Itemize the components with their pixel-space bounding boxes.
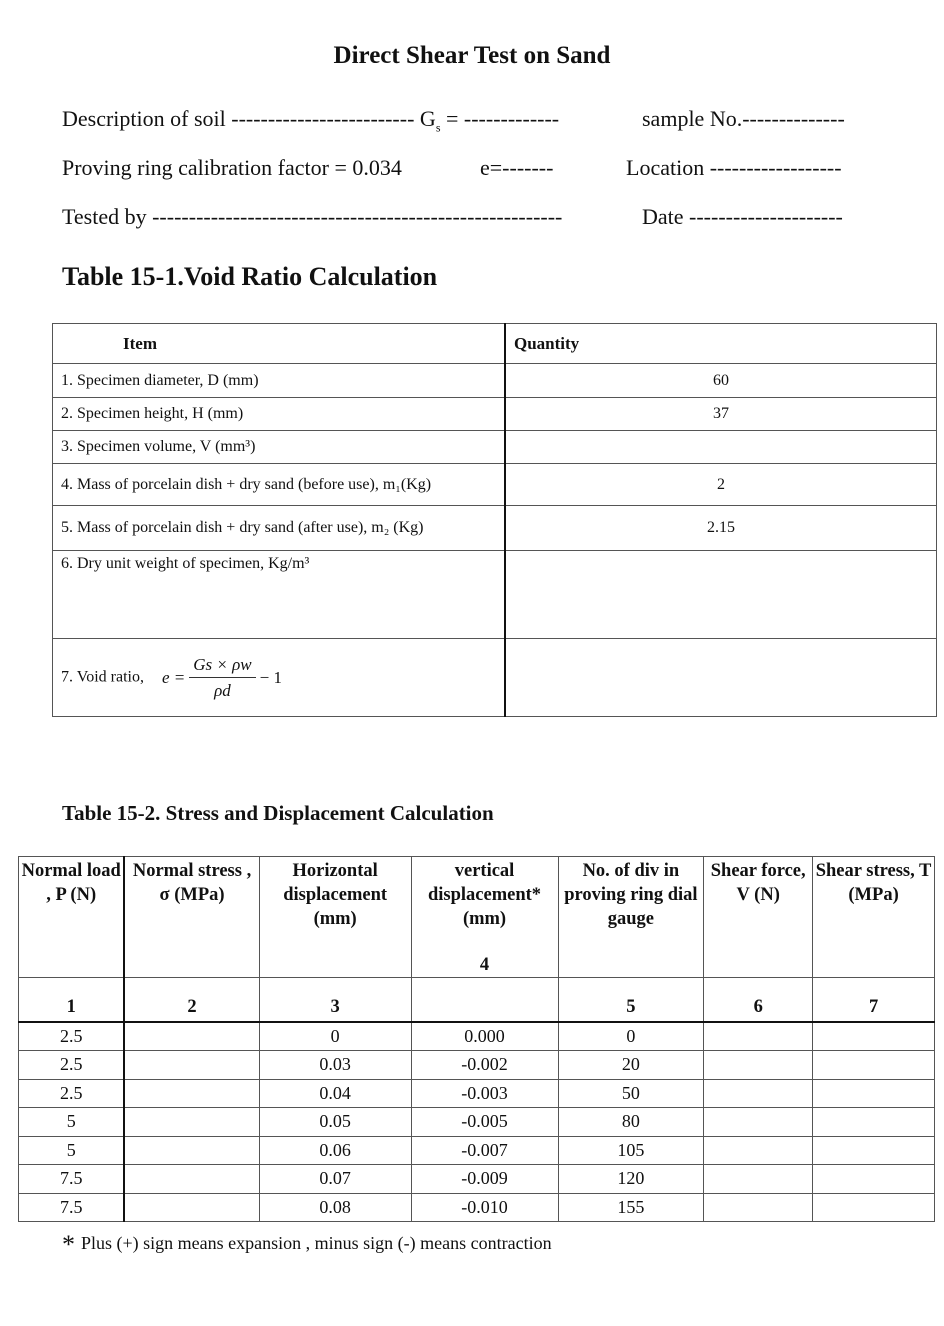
shear-force-cell: [704, 1079, 813, 1108]
dial-gauge-cell: 105: [558, 1136, 704, 1165]
table-row: [53, 464, 937, 506]
shear-force-cell: [704, 1136, 813, 1165]
horizontal-displacement-cell: 0.08: [259, 1193, 411, 1222]
column-number: 7: [813, 978, 935, 1022]
formula-lhs: e =: [161, 667, 186, 687]
horizontal-displacement-cell: 0.07: [259, 1165, 411, 1194]
horizontal-displacement-cell: 0.06: [259, 1136, 411, 1165]
table-row: [53, 364, 937, 398]
shear-stress-cell: [813, 1136, 935, 1165]
column-number: 4: [479, 955, 490, 975]
vertical-displacement-cell: -0.003: [411, 1079, 558, 1108]
normal-load-cell: 7.5: [19, 1193, 125, 1222]
normal-stress-cell: [124, 1022, 259, 1051]
table1-heading: Table 15-1.Void Ratio Calculation: [62, 262, 438, 291]
table-row: [53, 551, 937, 639]
footnote-text: Plus (+) sign means expansion , minus sign (-) means contraction: [81, 1233, 552, 1253]
proving-ring-factor: Proving ring calibration factor = 0.034: [62, 155, 402, 180]
item-label: 7. Void ratio,: [61, 668, 144, 686]
tested-by-field: Tested by --------------------------------------------------------: [62, 204, 563, 229]
shear-stress-cell: [813, 1022, 935, 1051]
stress-displacement-table: [18, 856, 935, 1222]
shear-force-header: Shear force, V (N): [704, 857, 813, 978]
date-field: Date ---------------------: [642, 204, 843, 229]
column-number: 6: [704, 978, 813, 1022]
normal-stress-cell: [124, 1193, 259, 1222]
horizontal-displacement-header: Horizontal displacement (mm): [259, 857, 411, 978]
table-row: [53, 398, 937, 431]
normal-load-cell: 2.5: [19, 1022, 125, 1051]
dial-gauge-cell: 80: [558, 1108, 704, 1137]
table2-body: [19, 1022, 935, 1222]
quantity-cell: 37: [505, 398, 937, 431]
normal-load-cell: 2.5: [19, 1051, 125, 1080]
normal-stress-cell: [124, 1079, 259, 1108]
normal-load-cell: 5: [19, 1136, 125, 1165]
normal-stress-cell: [124, 1165, 259, 1194]
column-number: 1: [19, 978, 125, 1022]
page-title: Direct Shear Test on Sand: [333, 42, 611, 69]
normal-stress-cell: [124, 1136, 259, 1165]
table-row: [19, 1022, 935, 1051]
formula-tail: − 1: [259, 667, 282, 687]
table-row: [19, 1051, 935, 1080]
normal-load-header: Normal load , P (N): [19, 857, 125, 978]
column-number: 5: [558, 978, 704, 1022]
vertical-displacement-label: vertical displacement* (mm): [428, 861, 542, 929]
table-row: [53, 506, 937, 551]
item-cell: 3. Specimen volume, V (mm³): [53, 431, 506, 464]
column-number: 2: [124, 978, 259, 1022]
table-row: [53, 639, 937, 717]
sample-number-field: sample No.--------------: [642, 106, 845, 131]
dial-gauge-cell: 155: [558, 1193, 704, 1222]
formula-fraction: [189, 655, 255, 701]
horizontal-displacement-cell: 0: [259, 1022, 411, 1051]
vertical-displacement-cell: -0.007: [411, 1136, 558, 1165]
table-row: [19, 1136, 935, 1165]
shear-force-cell: [704, 1051, 813, 1080]
normal-stress-cell: [124, 1051, 259, 1080]
gs-value: = -------------: [440, 106, 560, 131]
shear-stress-header: Shear stress, T (MPa): [813, 857, 935, 978]
item-cell: 6. Dry unit weight of specimen, Kg/m³: [53, 551, 506, 639]
table-row: [19, 1193, 935, 1222]
normal-load-cell: 5: [19, 1108, 125, 1137]
gs-subscript: s: [435, 120, 441, 135]
shear-stress-cell: [813, 1165, 935, 1194]
quantity-column-header: Quantity: [505, 324, 937, 364]
table1-header-row: [53, 324, 937, 364]
shear-stress-cell: [813, 1051, 935, 1080]
shear-force-cell: [704, 1022, 813, 1051]
table-row: [19, 1079, 935, 1108]
quantity-cell: 60: [505, 364, 937, 398]
quantity-cell: [505, 551, 937, 639]
vertical-displacement-header: [411, 857, 558, 978]
gs-label: G: [419, 106, 436, 131]
shear-force-cell: [704, 1108, 813, 1137]
asterisk: *: [62, 1230, 75, 1259]
formula-numerator: Gs × ρw: [189, 655, 255, 678]
item-cell: 1. Specimen diameter, D (mm): [53, 364, 506, 398]
table-row: [19, 1108, 935, 1137]
dial-gauge-header: No. of div in proving ring dial gauge: [558, 857, 704, 978]
column-number-row: [19, 978, 935, 1022]
location-field: Location ------------------: [626, 155, 842, 180]
normal-stress-header: Normal stress , σ (MPa): [124, 857, 259, 978]
horizontal-displacement-cell: 0.03: [259, 1051, 411, 1080]
table-row: [19, 1165, 935, 1194]
normal-stress-cell: [124, 1108, 259, 1137]
table2-header-row: [19, 857, 935, 978]
quantity-cell: [505, 639, 937, 717]
shear-stress-cell: [813, 1108, 935, 1137]
normal-load-cell: 2.5: [19, 1079, 125, 1108]
dial-gauge-cell: 20: [558, 1051, 704, 1080]
shear-stress-cell: [813, 1079, 935, 1108]
quantity-cell: 2: [505, 464, 937, 506]
formula-denominator: ρd: [214, 680, 231, 700]
shear-stress-cell: [813, 1193, 935, 1222]
vertical-displacement-cell: -0.002: [411, 1051, 558, 1080]
void-ratio-formula-cell: [53, 639, 506, 717]
shear-force-cell: [704, 1165, 813, 1194]
quantity-cell: 2.15: [505, 506, 937, 551]
column-number-empty: [411, 978, 558, 1022]
normal-load-cell: 7.5: [19, 1165, 125, 1194]
dial-gauge-cell: 120: [558, 1165, 704, 1194]
quantity-cell: [505, 431, 937, 464]
dial-gauge-cell: 0: [558, 1022, 704, 1051]
description-field: [62, 106, 559, 135]
description-label: Description of soil -------------------------: [62, 106, 420, 131]
item-cell: 2. Specimen height, H (mm): [53, 398, 506, 431]
table2-heading: Table 15-2. Stress and Displacement Calculation: [62, 801, 494, 825]
void-ratio-field: e=-------: [480, 155, 554, 180]
item-column-header: Item: [53, 324, 506, 364]
void-ratio-table: [52, 323, 937, 717]
horizontal-displacement-cell: 0.05: [259, 1108, 411, 1137]
table-row: [53, 431, 937, 464]
dial-gauge-cell: 50: [558, 1079, 704, 1108]
vertical-displacement-cell: 0.000: [411, 1022, 558, 1051]
vertical-displacement-cell: -0.005: [411, 1108, 558, 1137]
footnote: [62, 1230, 552, 1260]
vertical-displacement-cell: -0.010: [411, 1193, 558, 1222]
item-cell: 4. Mass of porcelain dish + dry sand (before use), m₁(Kg): [53, 464, 506, 506]
horizontal-displacement-cell: 0.04: [259, 1079, 411, 1108]
vertical-displacement-cell: -0.009: [411, 1165, 558, 1194]
column-number: 3: [259, 978, 411, 1022]
item-cell: 5. Mass of porcelain dish + dry sand (after use), m₂ (Kg): [53, 506, 506, 551]
shear-force-cell: [704, 1193, 813, 1222]
